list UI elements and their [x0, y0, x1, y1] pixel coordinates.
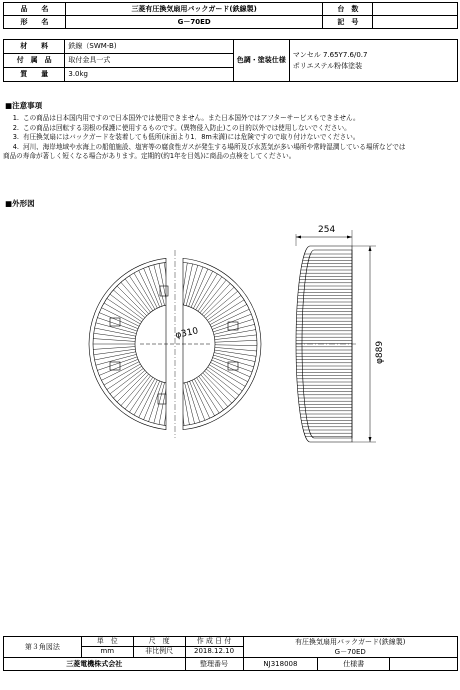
radial-wire: [139, 380, 158, 418]
radial-wire: [211, 309, 249, 327]
radial-wire: [181, 263, 187, 305]
quantity-label: 台 数: [323, 3, 373, 16]
front-view: [89, 250, 261, 438]
radial-wire: [194, 379, 214, 416]
radial-wire: [145, 268, 160, 307]
radial-wire: [212, 360, 251, 377]
note-text: 有圧換気扇にはバックガードを装着しても低所(床面より1．8m未満)には危険ですので取り付けないでください。: [23, 133, 360, 141]
radial-wire: [204, 287, 234, 316]
projection-method: 第３角図法: [4, 637, 82, 658]
radial-wire: [215, 347, 257, 351]
radial-wire: [215, 345, 257, 346]
note-continuation: 商品の寿命が著しく短くなる場合があります。定期的(約1年を目処)に商品の点検をしてください。: [3, 152, 296, 160]
note-number: 4.: [12, 142, 19, 151]
ref-value: NJ318008: [243, 658, 318, 671]
model-label: 形 名: [4, 16, 66, 29]
radial-wire: [173, 384, 174, 426]
radial-wire: [99, 359, 138, 374]
radial-wire: [94, 349, 136, 355]
radial-wire: [170, 262, 173, 304]
note-item: [3, 124, 458, 134]
product-name-value: 三菱有圧換気扇用バックガード(鉄線製): [65, 3, 323, 16]
radial-wire: [94, 333, 136, 339]
radial-wire: [178, 384, 181, 426]
model-value: G－70ED: [65, 16, 323, 29]
radial-wire: [133, 378, 155, 414]
radial-wire: [164, 384, 170, 426]
note-number: 2.: [12, 123, 19, 132]
radial-wire: [93, 347, 135, 350]
spec-label: 仕様書: [318, 658, 390, 671]
radial-wire: [177, 384, 179, 426]
radial-wire: [117, 286, 147, 316]
radial-wire: [161, 263, 168, 304]
color-value-munsell: マンセル 7.65Y7.6/0.7: [292, 50, 368, 59]
radial-wire: [131, 275, 154, 310]
radial-wire: [149, 382, 163, 422]
radial-wire: [176, 262, 177, 304]
radial-wire: [178, 262, 181, 304]
radial-wire: [207, 295, 241, 320]
radial-wire: [170, 384, 173, 426]
radial-wire: [102, 362, 140, 381]
date-label: 作 成 日 付: [185, 637, 243, 647]
side-view: [296, 230, 376, 442]
scale-label: 尺 度: [133, 637, 185, 647]
spec-value: [390, 658, 458, 671]
mounting-bracket: [228, 362, 238, 370]
radial-wire: [214, 323, 255, 334]
mass-value: 3.0kg: [65, 68, 233, 82]
note-text: 河川、海岸地域や水海上の船舶施設、塩害等の腐食性ガスが発生する場所及び水蒸気が多い場所や常時湿潤している場所などでは: [23, 142, 406, 151]
radial-wire: [185, 383, 196, 424]
radial-wire: [122, 281, 149, 313]
radial-wire: [197, 276, 220, 311]
radial-wire: [193, 271, 212, 308]
mark-label: 記 号: [323, 16, 373, 29]
radial-wire: [211, 308, 249, 327]
radial-wire: [126, 278, 151, 312]
radial-wire: [192, 380, 210, 418]
radial-wire: [93, 339, 135, 342]
radial-wire: [201, 282, 229, 314]
radial-wire: [154, 265, 165, 306]
radial-wire: [199, 376, 224, 410]
radial-wire: [102, 308, 140, 327]
accessory-label: 付 属 品: [4, 54, 65, 68]
radial-wire: [211, 362, 248, 381]
radial-wire: [117, 372, 147, 402]
note-number: 1.: [12, 114, 19, 122]
color-value-coating: ポリエステル粉体塗装: [292, 61, 363, 70]
note-item: [3, 143, 458, 153]
radial-wire: [213, 357, 253, 371]
radial-wire: [97, 318, 137, 332]
radial-wire: [203, 373, 232, 403]
radial-wire: [215, 340, 257, 342]
radial-wire: [205, 370, 237, 398]
quantity-value: [373, 3, 458, 16]
radial-wire: [193, 380, 212, 418]
radial-wire: [118, 285, 147, 315]
radial-wire: [188, 266, 202, 306]
footer-table: [3, 636, 458, 671]
radial-wire: [95, 328, 136, 336]
radial-wire: [93, 346, 135, 348]
radial-wire: [164, 263, 170, 305]
color-value: [289, 40, 457, 82]
accessory-value: 取付金具一式: [65, 54, 233, 68]
ref-label: 整理番号: [185, 658, 243, 671]
radial-wire: [110, 368, 143, 394]
radial-wire: [215, 350, 257, 356]
material-value: 鉄線（SWM-B): [65, 40, 233, 54]
radial-wire: [95, 352, 136, 360]
radial-wire: [144, 381, 160, 420]
radial-wire: [171, 262, 173, 304]
mass-label: 質 量: [4, 68, 65, 82]
side-wires: [296, 254, 352, 436]
footer-product-name: 有圧換気扇用バックガード(鉄線製): [295, 638, 406, 646]
spec-table: [3, 39, 458, 82]
dim-depth: 254: [318, 225, 336, 235]
material-label: 材 料: [4, 40, 65, 54]
radial-wire: [96, 321, 136, 333]
mounting-bracket: [160, 286, 168, 296]
notes-list: [3, 114, 458, 162]
radial-wire: [97, 357, 137, 371]
note-text: この商品は回転する羽根の保護に使用するものです。(異物侵入防止)この目的以外では使用しないでください。: [23, 123, 351, 132]
note-item: [3, 114, 458, 124]
note-item: [3, 133, 458, 143]
radial-wire: [144, 268, 160, 307]
unit-label: 単 位: [81, 637, 133, 647]
mark-value: [373, 16, 458, 29]
radial-wire: [203, 286, 233, 316]
unit-value: mm: [81, 646, 133, 657]
radial-wire: [185, 383, 195, 424]
radial-wire: [125, 279, 151, 312]
color-label: 色調・塗装仕様: [233, 40, 289, 82]
note-text: この商品は日本国内用ですので日本国外では使用できません。また日本国外ではアフターサービスもできません。: [23, 114, 360, 122]
product-name-label: 品 名: [4, 3, 66, 16]
radial-wire: [147, 382, 161, 422]
radial-wire: [207, 368, 240, 394]
drawing-heading: ■外形図: [5, 199, 35, 208]
note-number: 3.: [12, 133, 19, 141]
radial-wire: [191, 269, 208, 308]
dim-outer-diameter: φ889: [375, 340, 385, 364]
footer-product-model: G－70ED: [334, 648, 366, 656]
notes-heading: ■注意事項: [5, 101, 43, 110]
radial-wire: [168, 384, 172, 426]
radial-wire: [199, 279, 225, 312]
radial-wire: [154, 383, 165, 424]
radial-wire: [166, 263, 171, 305]
radial-wire: [178, 262, 182, 304]
date-value: 2018.12.10: [185, 646, 243, 657]
radial-wire: [110, 294, 143, 320]
radial-wire: [96, 354, 137, 365]
radial-wire: [139, 271, 158, 309]
radial-wire: [203, 372, 233, 402]
footer-product: [243, 637, 458, 658]
radial-wire: [93, 342, 135, 343]
radial-wire: [214, 324, 255, 334]
dim-inner-diameter: φ310: [174, 326, 200, 341]
radial-wire: [109, 368, 143, 393]
scale-value: 非比例尺: [133, 646, 185, 657]
radial-wire: [210, 304, 247, 324]
radial-wire: [125, 376, 151, 409]
outline-drawing: [0, 210, 460, 450]
radial-wire: [112, 370, 144, 397]
company-name: 三菱電機株式会社: [4, 658, 186, 671]
radial-wire: [96, 323, 137, 334]
header-table: [3, 2, 458, 29]
radial-wire: [116, 372, 146, 401]
radial-wire: [106, 366, 141, 389]
